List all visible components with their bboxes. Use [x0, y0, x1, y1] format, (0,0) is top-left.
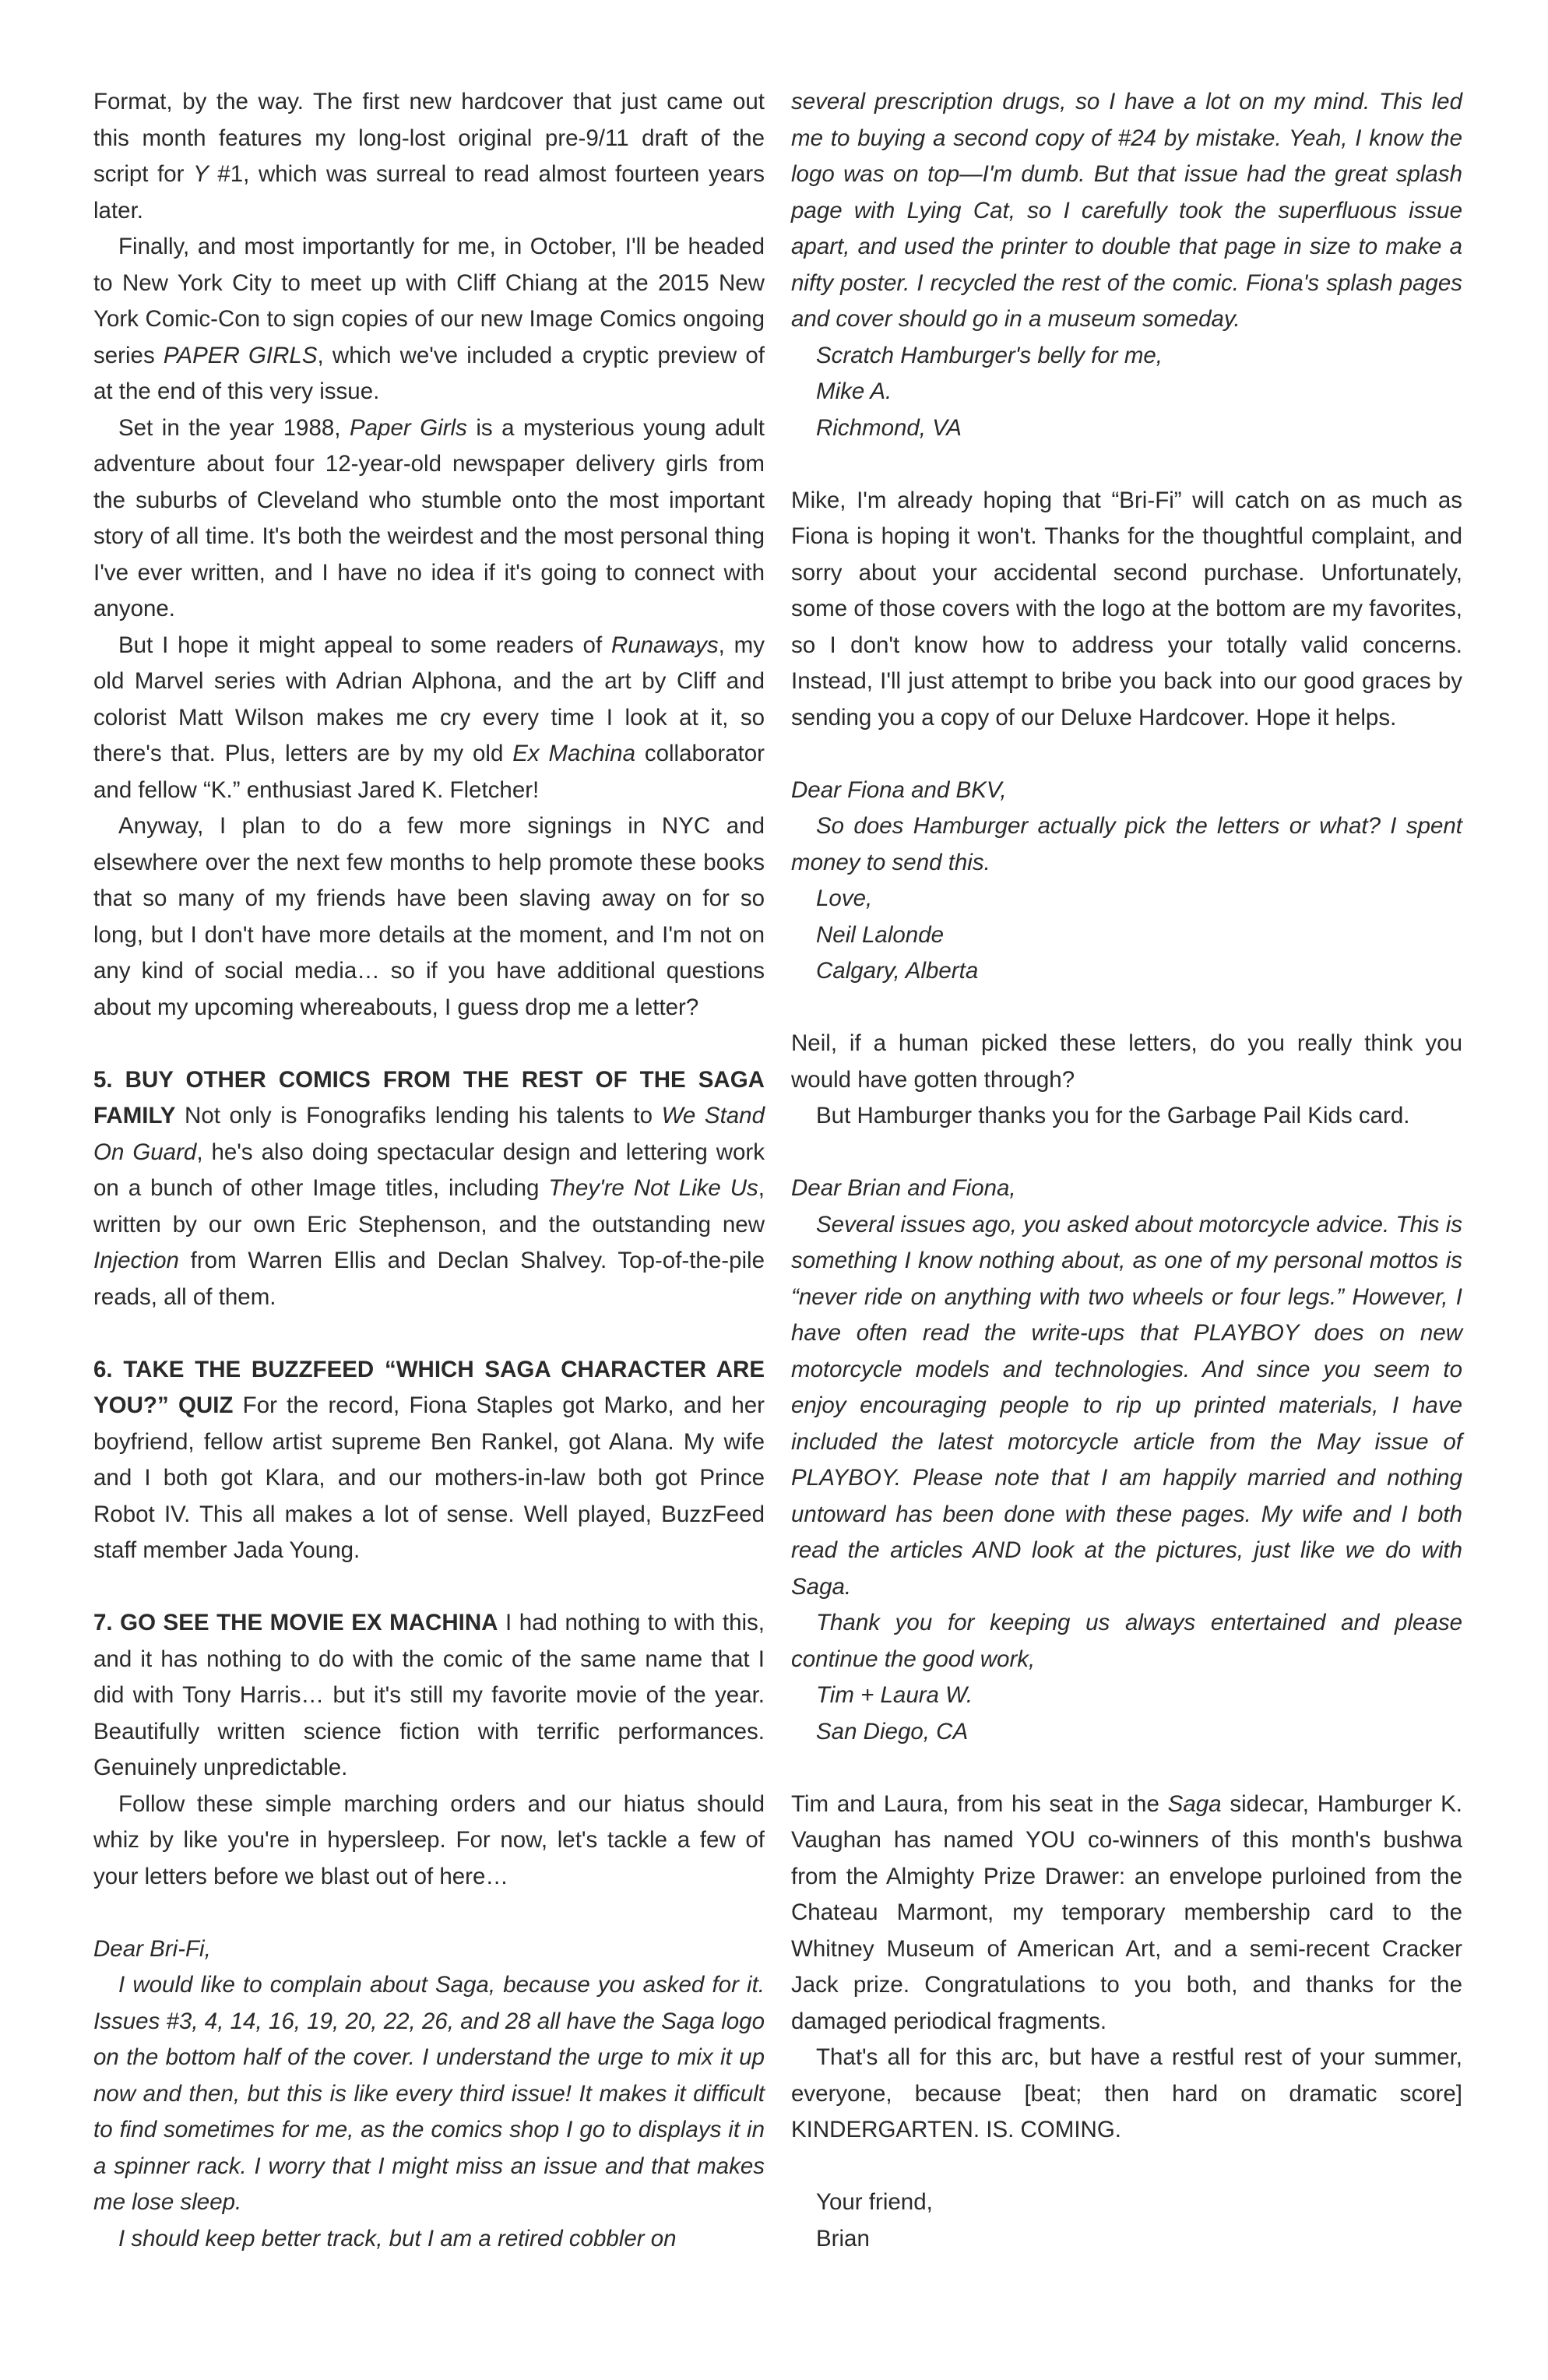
letter-2-body: So does Hamburger actually pick the letters or what? I spent money to send this.: [791, 813, 1462, 875]
letter-1-paragraph-2: I should keep better track, but I am a retired cobbler on: [118, 2225, 677, 2251]
intro-paragraph-1: Format, by the way. The first new hardcover that just came out this month features my long-lost original pre-9/11 draft of the script for Y #1, which was surreal to read almost fourteen years later.: [93, 89, 765, 224]
letter-2-location: Calgary, Alberta: [816, 958, 979, 984]
letter-2-author: Neil Lalonde: [816, 921, 945, 948]
letter-3-paragraph-1: Several issues ago, you asked about motorcycle advice. This is something I know nothing about, as one of my personal mottos is “never ride on anything with two wheels or four legs.” However, I have often read the write-ups that PLAYBOY does on new motorcycle models and technologies. And since you seem to enjoy encouraging people to rip up printed materials, I have included the latest motorcycle article from the May issue of PLAYBOY. Please note that I am happily married and nothing untoward has been done with these pages. My wife and I both read the articles AND look at the pictures, just like we do with Saga.: [791, 1211, 1462, 1600]
list-item-5: 5. BUY OTHER COMICS FROM THE REST OF THE SAGA FAMILY Not only is Fonografiks lending his talents to We Stand On Guard, he's also doing spectacular design and lettering work on a bunch of other Image titles, including They're Not Like Us, written by our own Eric Stephenson, and the outstanding new Injection from Warren Ellis and Declan Shalvey. Top-of-the-pile reads, all of them.: [93, 1066, 765, 1310]
intro-paragraph-4: But I hope it might appeal to some readers of Runaways, my old Marvel series with Adrian Alphona, and the art by Cliff and colorist Matt Wilson makes me cry every time I look at it, so there's that. Plus, letters are by my old Ex Machina collaborator and fellow “K.” enthusiast Jared K. Fletcher!: [93, 632, 765, 803]
closing-paragraph: Follow these simple marching orders and our hiatus should whiz by like you're in hypersleep. For now, let's tackle a few of your letters before we blast out of here…: [93, 1790, 765, 1889]
list-item-heading: 7. GO SEE THE MOVIE EX MACHINA: [93, 1610, 498, 1635]
intro-paragraph-3: Set in the year 1988, Paper Girls is a mysterious young adult adventure about four 12-year-old newspaper delivery girls from the suburbs of Cleveland who stumble onto the most important story of all time. It's both the weirdest and the most personal thing I've ever written, and I have no idea if it's going to connect with anyone.: [93, 414, 765, 621]
final-paragraph: That's all for this arc, but have a restful rest of your summer, everyone, because [beat; then hard on dramatic score] KINDERGARTEN. IS. COMING.: [791, 2044, 1462, 2142]
letter-1-signoff-line: Scratch Hamburger's belly for me,: [816, 342, 1163, 368]
list-item-heading: 6. TAKE THE BUZZFEED “WHICH SAGA CHARACTER ARE YOU?” QUIZ: [93, 1356, 765, 1418]
letter-2-salutation: Dear Fiona and BKV,: [791, 776, 1007, 803]
reply-2-paragraph-2: But Hamburger thanks you for the Garbage Pail Kids card.: [816, 1103, 1410, 1128]
list-item-6: 6. TAKE THE BUZZFEED “WHICH SAGA CHARACTER ARE YOU?” QUIZ For the record, Fiona Staples got Marko, and her boyfriend, fellow artist supreme Ben Rankel, got Alana. My wife and I both got Klara, and our mothers-in-law both got Prince Robot IV. This all makes a lot of sense. Well played, BuzzFeed staff member Jada Young.: [93, 1356, 765, 1563]
letter-1-paragraph-1: I would like to complain about Saga, because you asked for it. Issues #3, 4, 14, 16, 19, 20, 22, 26, and 28 all have the Saga logo on the bottom half of the cover. I understand the urge to mix it up now and then, but this is like every third issue! It makes it difficult to find sometimes for me, as the comics shop I go to displays it in a spinner rack. I worry that I might miss an issue and that makes me lose sleep.: [93, 1972, 765, 2215]
letter-2-signoff-line: Love,: [816, 885, 873, 911]
signature-name: Brian: [816, 2225, 870, 2251]
letter-1-author: Mike A.: [816, 378, 892, 404]
reply-1: Mike, I'm already hoping that “Bri-Fi” will catch on as much as Fiona is hoping it won't. Thanks for the thoughtful complaint, and sorry about your accidental second purchase. Unfortunately, some of those covers with the logo at the bottom are my favorites, so I don't know how to address your totally valid concerns. Instead, I'll just attempt to bribe you back into our good graces by sending you a copy of our Deluxe Hardcover. Hope it helps.: [791, 487, 1462, 731]
letter-1-location: Richmond, VA: [816, 414, 962, 441]
letter-1-salutation: Dear Bri-Fi,: [93, 1935, 211, 1962]
left-column: [93, 84, 765, 2257]
signature-closing: Your friend,: [816, 2189, 933, 2215]
reply-3: Tim and Laura, from his seat in the Saga sidecar, Hamburger K. Vaughan has named YOU co-winners of this month's bushwa from the Almighty Prize Drawer: an envelope purloined from the Chateau Marmont, my temporary membership card to the Whitney Museum of American Art, and a semi-recent Cracker Jack prize. Congratulations to you both, and thanks for the damaged periodical fragments.: [791, 1790, 1462, 2034]
reply-2-paragraph-1: Neil, if a human picked these letters, do you really think you would have gotten through?: [791, 1030, 1462, 1093]
letter-3-author: Tim + Laura W.: [816, 1682, 973, 1708]
letter-1-continued: several prescription drugs, so I have a lot on my mind. This led me to buying a second copy of #24 by mistake. Yeah, I know the logo was on top—I'm dumb. But that issue had the great splash page with Lying Cat, so I carefully took the superfluous issue apart, and used the printer to double that page in size to make a nifty poster. I recycled the rest of the comic. Fiona's splash pages and cover should go in a museum someday.: [791, 89, 1462, 332]
letter-3-salutation: Dear Brian and Fiona,: [791, 1175, 1016, 1201]
intro-paragraph-2: Finally, and most importantly for me, in October, I'll be headed to New York City to meet up with Cliff Chiang at the 2015 New York Comic-Con to sign copies of our new Image Comics ongoing series PAPER GIRLS, which we've included a cryptic preview of at the end of this very issue.: [93, 234, 765, 404]
list-item-heading: 5. BUY OTHER COMICS FROM THE REST OF THE SAGA FAMILY: [93, 1066, 765, 1128]
letter-3-location: San Diego, CA: [816, 1718, 969, 1745]
intro-paragraph-5: Anyway, I plan to do a few more signings in NYC and elsewhere over the next few months to help promote these books that so many of my friends have been slaving away on for so long, but I don't have more details at the moment, and I'm not on any kind of social media… so if you have additional questions about my upcoming whereabouts, I guess drop me a letter?: [93, 813, 765, 1020]
letter-3-paragraph-2: Thank you for keeping us always entertained and please continue the good work,: [791, 1610, 1462, 1672]
list-item-7: 7. GO SEE THE MOVIE EX MACHINA I had nothing to with this, and it has nothing to do with the comic of the same name that I did with Tony Harris… but it's still my favorite movie of the year. Beautifully written science fiction with terrific performances. Genuinely unpredictable.: [93, 1610, 765, 1780]
right-column: [791, 84, 1462, 2257]
